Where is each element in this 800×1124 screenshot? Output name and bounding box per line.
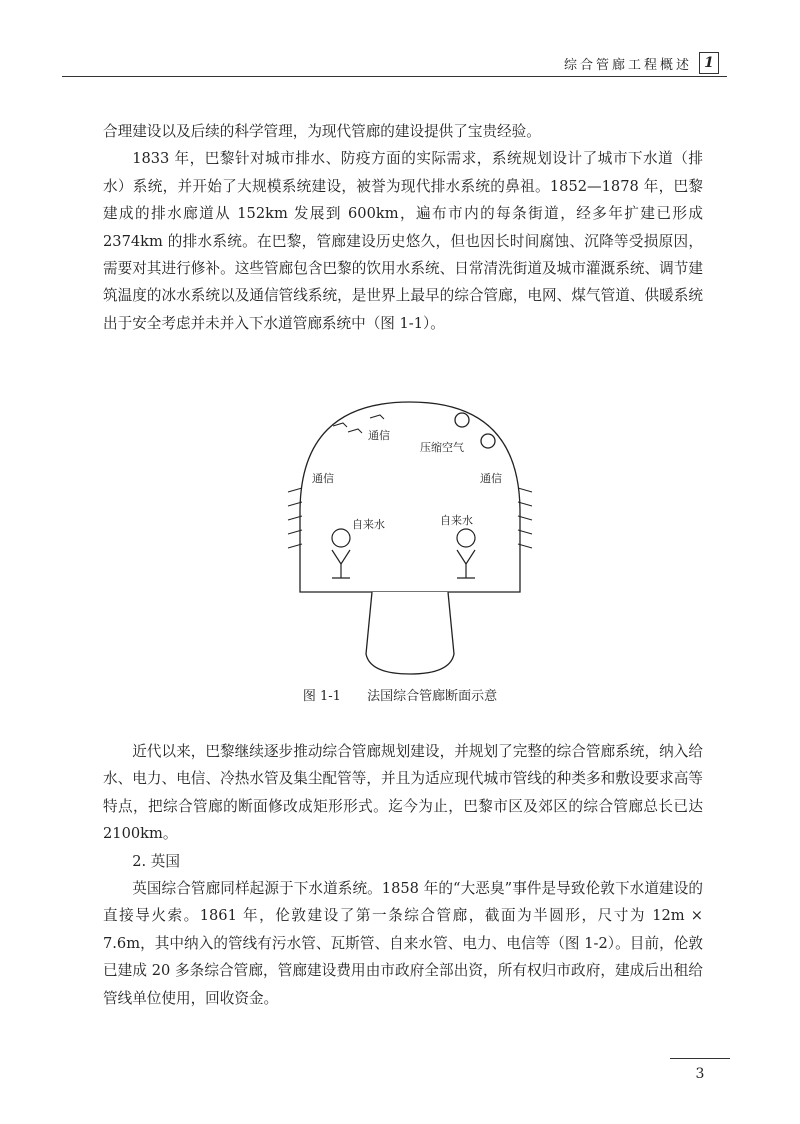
page-number: 3 — [695, 1066, 705, 1082]
label-right-water: 自来水 — [440, 514, 473, 527]
header-rule — [62, 76, 727, 77]
label-top-communication: 通信 — [368, 429, 390, 442]
label-right-communication: 通信 — [480, 472, 502, 485]
tunnel-outline — [300, 402, 520, 592]
label-compressed-air: 压缩空气 — [420, 441, 464, 454]
label-left-water: 自来水 — [352, 518, 385, 531]
paragraph: 1833 年，巴黎针对城市排水、防疫方面的实际需求，系统规划设计了城市下水道（排水）系统，并开始了大规模系统建设，被誉为现代排水系统的鼻祖。1852—1878 年，巴黎建成的排水廊道从 152km 发展到 600km，遍布市内的每条街道，经多年扩建已形成 2374km 的排水系统。在巴黎，管廊建设历史悠久，但也因长时间腐蚀、沉降等受损原因，需要对其进行修补。这些管廊包含巴黎的饮用水系统、日常清洗街道及城市灌溉系统、调节建筑温度的冰水系统以及通信管线系统，是世界上最早的综合管廊，电网、煤气管道、供暖系统出于安全考虑并未并入下水道管廊系统中（图 1-1）。 — [103, 150, 703, 332]
figure-1-1 — [280, 392, 540, 682]
caption-text: 法国综合管廊断面示意 — [367, 689, 498, 704]
paragraph: 近代以来，巴黎继续逐步推动综合管廊规划建设，并规划了完整的综合管廊系统，纳入给水、电力、电信、冷热水管及集尘配管等，并且为适应现代城市管线的种类多和敷设要求高等特点，把综合管廊的断面修改成矩形形式。迄今为止，巴黎市区及郊区的综合管廊总长已达 2100km。 — [103, 743, 703, 843]
footer-rule — [670, 1058, 730, 1059]
compressed-air-pipe — [481, 434, 495, 448]
body-text-bottom — [103, 738, 703, 1012]
body-text-top — [103, 118, 703, 337]
section-heading: 2. 英国 — [132, 852, 180, 870]
figure-caption — [0, 685, 800, 704]
page-header — [0, 0, 800, 80]
label-left-communication: 通信 — [312, 472, 334, 485]
paragraph: 英国综合管廊同样起源于下水道系统。1858 年的“大恶臭”事件是导致伦敦下水道建设的直接导火索。1861 年，伦敦建设了第一条综合管廊，截面为半圆形，尺寸为 12m × 7.6m，其中纳入的管线有污水管、瓦斯管、自来水管、电力、电信等（图 1-2）。目前，伦敦已建成 20 多条综合管廊，管廊建设费用由市政府全部出资，所有权归市政府，建成后出租给管线单位使用，回收资金。 — [103, 880, 703, 1007]
caption-number: 图 1-1 — [302, 689, 341, 704]
chapter-number: 1 — [699, 52, 719, 74]
compressed-air-pipe — [455, 413, 469, 427]
paragraph: 合理建设以及后续的科学管理，为现代管廊的建设提供了宝贵经验。 — [103, 123, 541, 140]
tunnel-cross-section-diagram — [280, 392, 540, 682]
running-title: 综合管廊工程概述 — [563, 58, 692, 73]
sewer-channel-outline — [366, 592, 454, 674]
